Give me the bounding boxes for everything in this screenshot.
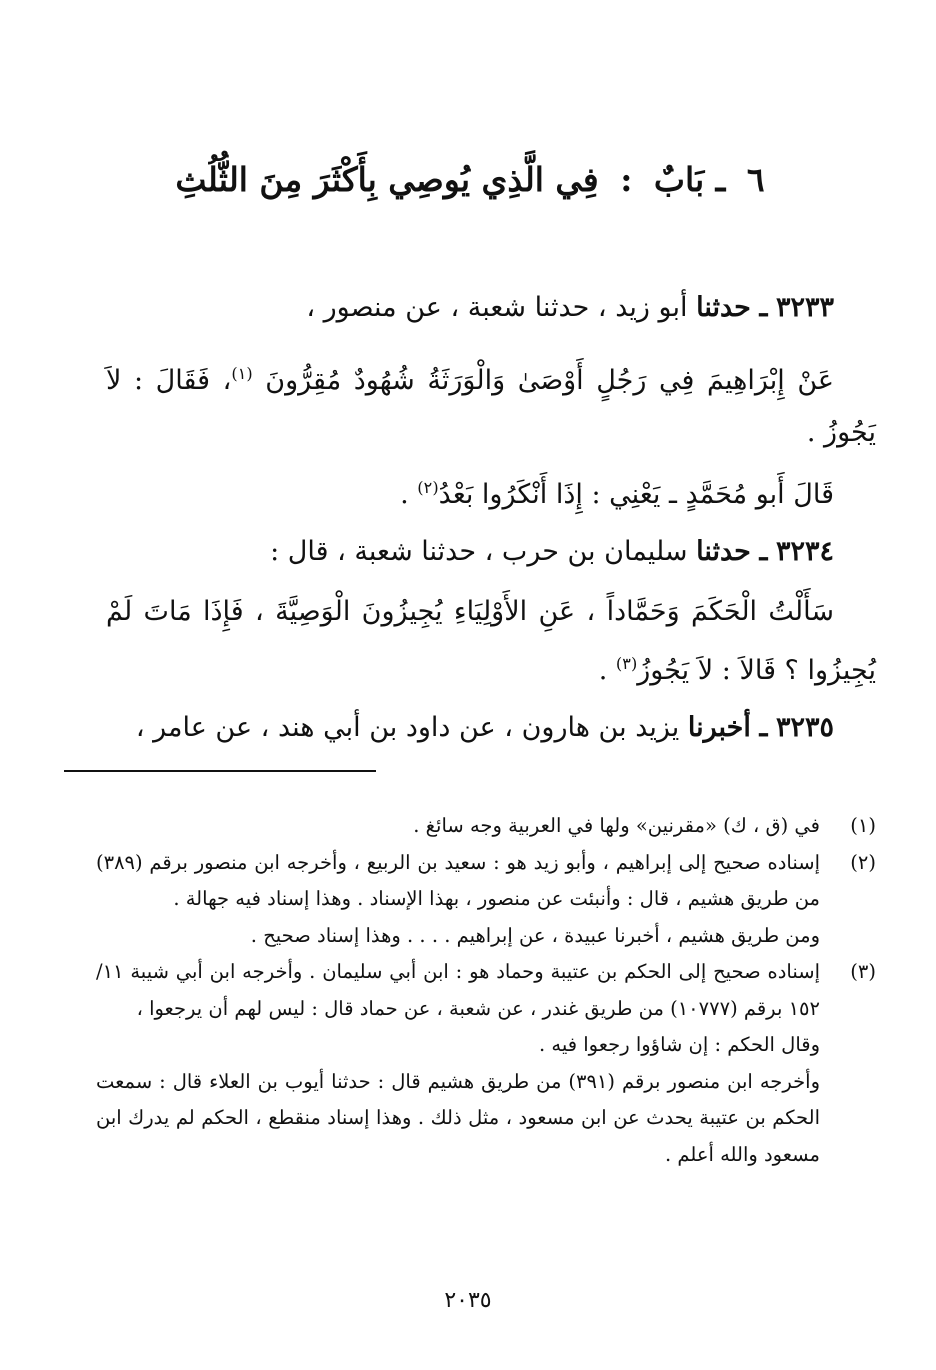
hadith-3234-isnad [64, 526, 876, 578]
note-text: قَالَ أَبو مُحَمَّدٍ ـ يَعْنِي : إِذَا أَنْكَرُوا بَعْدُ [438, 479, 834, 510]
hadith-verb: حدثنا [696, 292, 751, 323]
hadith-dash: ـ [759, 536, 768, 567]
hadith-matn: عَنْ إِبْرَاهِيمَ فِي رَجُلٍ أَوْصَىٰ وَالْوَرَثَةُ شُهُودٌ مُقِرُّونَ [265, 365, 834, 396]
hadith-number: ٣٢٣٥ [775, 712, 834, 743]
chapter-label: ـ بَابٌ [653, 160, 726, 199]
footnote-marker: (٣) [850, 960, 876, 983]
footnote-marker: (١) [850, 814, 876, 837]
hadith-3233-matn [106, 348, 876, 459]
hadith-number: ٣٢٣٤ [775, 536, 834, 567]
footnote-paragraph: وأخرجه ابن منصور برقم (٣٩١) من طريق هشيم قال : حدثنا أيوب بن العلاء قال : سمعت الحكم بن عتيبة يحدث عن ابن مسعود ، مثل ذلك . وهذا إسناد منقطع ، الحكم لم يدرك ابن مسعود والله أعلم . [96, 1069, 820, 1166]
hadith-matn-rest: ، فَقَالَ : لاَ يَجُوزُ . [106, 365, 876, 448]
chapter-separator: : [620, 160, 633, 199]
footnote-ref-1[interactable]: (١) [231, 364, 253, 383]
footnote-paragraph: في (ق ، ك) «مقرنين» ولها في العربية وجه سائغ . [413, 814, 820, 837]
chapter-number: ٦ [746, 160, 765, 199]
footnote-ref-3[interactable]: (٣) [615, 654, 638, 673]
hadith-matn: سَأَلْتُ الْحَكَمَ وَحَمَّاداً ، عَنِ الأَوْلِيَاءِ يُجِيزُونَ الْوَصِيَّةَ ، فَإِذَا مَاتَ لَمْ يُجِيزُوا ؟ قَالاَ : لاَ يَجُوزُ [106, 596, 876, 686]
hadith-3234-matn [106, 586, 876, 697]
hadith-3235-isnad [64, 702, 876, 754]
footnote-3 [96, 954, 876, 1173]
footnote-paragraph: إسناده صحيح إلى إبراهيم ، وأبو زيد هو : سعيد بن الربيع ، وأخرجه ابن منصور برقم (٣٨٩) من طريق هشيم ، قال : وأنبئت عن منصور ، بهذا الإسناد . وهذا إسناد فيه جهالة . [96, 850, 820, 910]
footnotes [96, 808, 876, 1173]
footnote-paragraph: ومن طريق هشيم ، أخبرنا عبيدة ، عن إبراهيم . . . . وهذا إسناد صحيح . [250, 923, 820, 947]
footnote-paragraph: وقال الحكم : إن شاؤوا رجعوا فيه . [539, 1033, 820, 1056]
footnote-paragraph: إسناده صحيح إلى الحكم بن عتيبة وحماد هو : ابن أبي سليمان . وأخرجه ابن أبي شيبة ١١/ ١٥٢ برقم (١٠٧٧٧) من طريق غندر ، عن شعبة ، عن حماد قال : ليس لهم أن يرجعوا ، [96, 960, 820, 1020]
chapter-title: فِي الَّذِي يُوصِي بِأَكْثَرَ مِنَ الثُّلُثِ [175, 160, 599, 199]
footnote-body [96, 808, 820, 845]
footnote-2 [96, 845, 876, 955]
page-number: ٢٠٣٥ [444, 1288, 492, 1313]
hadith-3233-isnad [64, 282, 876, 334]
hadith-verb: حدثنا [696, 536, 751, 567]
hadith-isnad: أبو زيد ، حدثنا شعبة ، عن منصور ، [306, 292, 688, 323]
footnote-ref-2[interactable]: (٢) [417, 478, 439, 497]
hadith-matn-end: . [598, 655, 608, 686]
hadith-isnad: سليمان بن حرب ، حدثنا شعبة ، قال : [270, 536, 688, 567]
note-end: . [400, 479, 409, 510]
footnote-body [96, 954, 820, 1173]
hadith-dash: ـ [759, 712, 768, 743]
hadith-3233-note [64, 462, 876, 521]
footnote-body [96, 845, 820, 955]
footnote-divider [64, 770, 376, 772]
hadith-number: ٣٢٣٣ [775, 292, 834, 323]
hadith-dash: ـ [759, 292, 768, 323]
footnote-marker: (٢) [850, 850, 876, 874]
footnote-1 [96, 808, 876, 845]
chapter-heading [160, 160, 780, 199]
hadith-isnad: يزيد بن هارون ، عن داود بن أبي هند ، عن عامر ، [135, 712, 680, 743]
hadith-verb: أخبرنا [687, 712, 751, 743]
